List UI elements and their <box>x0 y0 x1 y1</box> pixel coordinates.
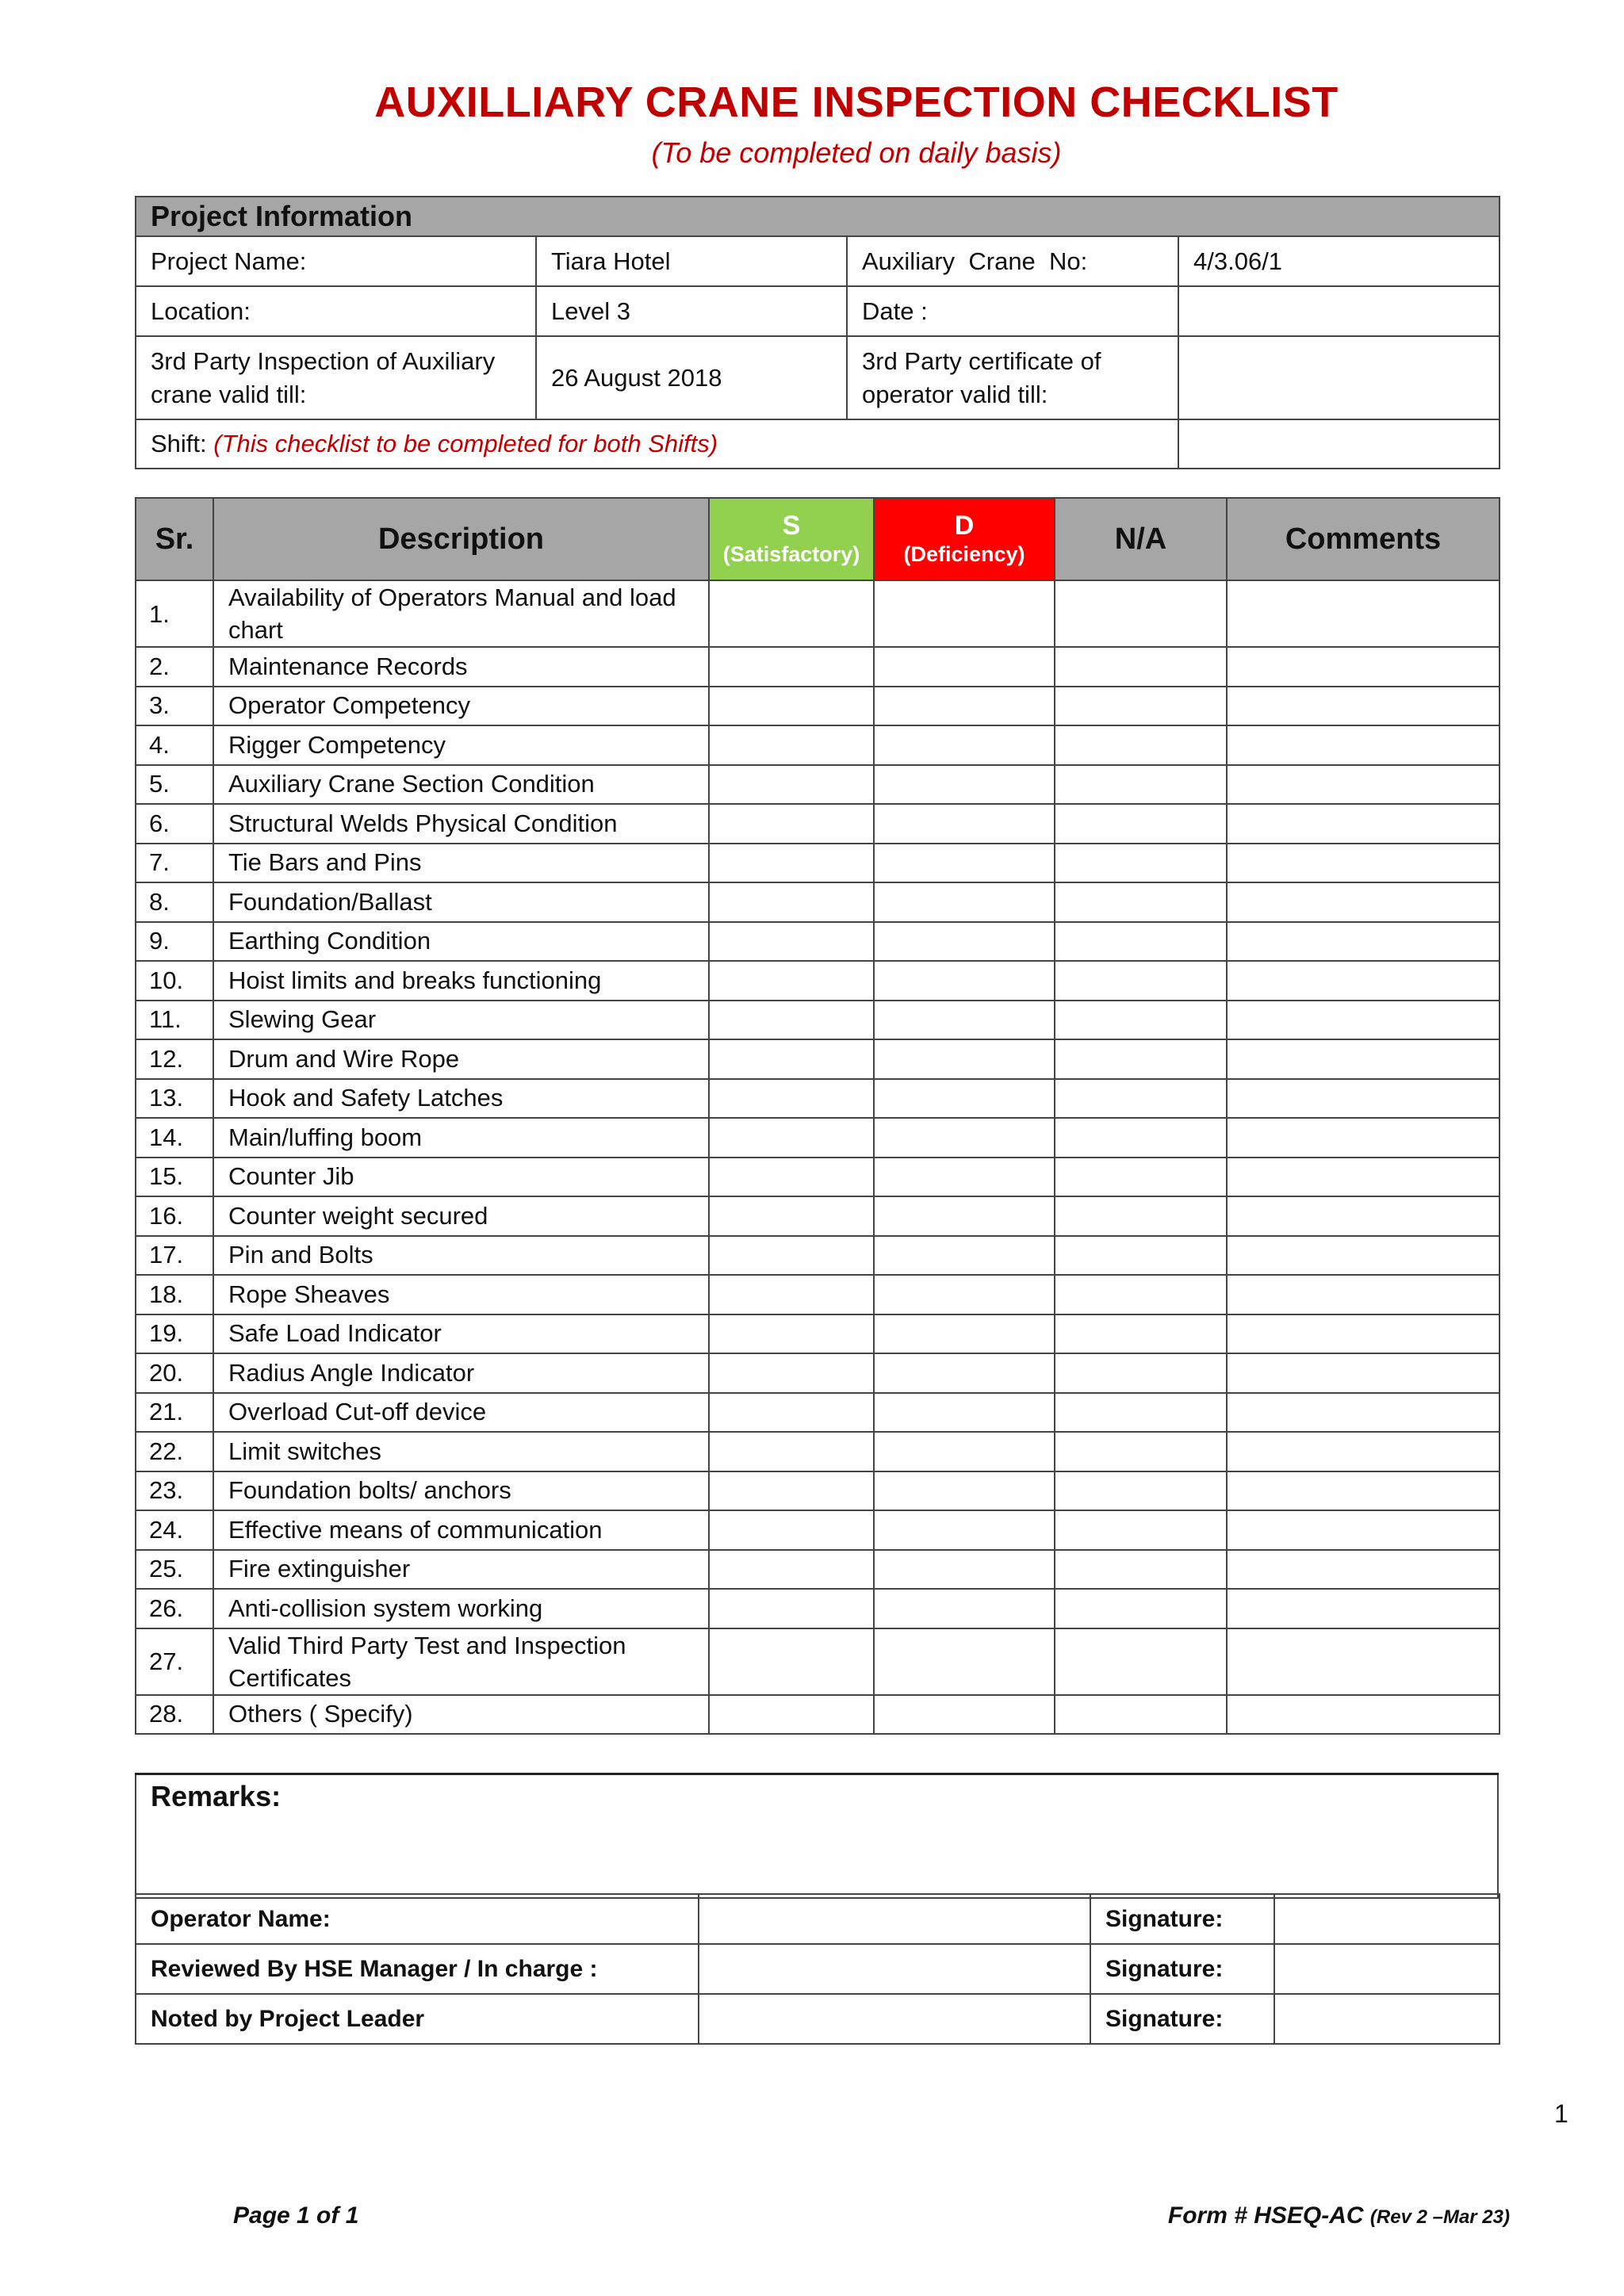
document-title: AUXILLIARY CRANE INSPECTION CHECKLIST <box>374 78 1339 126</box>
row-comments-cell[interactable] <box>1227 882 1500 922</box>
shift-cell <box>136 419 1178 469</box>
row-deficiency-cell[interactable] <box>874 1550 1055 1590</box>
row-na-cell[interactable] <box>1055 580 1227 647</box>
row-sr: 7. <box>136 844 213 883</box>
row-na-cell[interactable] <box>1055 961 1227 1001</box>
row-satisfactory-cell[interactable] <box>709 1118 874 1158</box>
row-comments-cell[interactable] <box>1227 1471 1500 1511</box>
row-description: Foundation bolts/ anchors <box>213 1471 709 1511</box>
row-description: Foundation/Ballast <box>213 882 709 922</box>
row-na-cell[interactable] <box>1055 725 1227 765</box>
row-satisfactory-cell[interactable] <box>709 961 874 1001</box>
row-sr: 11. <box>136 1001 213 1040</box>
row-description: Auxiliary Crane Section Condition <box>213 765 709 805</box>
row-deficiency-cell[interactable] <box>874 1393 1055 1433</box>
row-satisfactory-cell[interactable] <box>709 765 874 805</box>
third-party-crane-label: 3rd Party Inspection of Auxiliary crane valid till: <box>136 336 536 419</box>
col-header-deficiency <box>874 498 1055 580</box>
table-row <box>136 725 1500 765</box>
row-comments-cell[interactable] <box>1227 1196 1500 1236</box>
operator-signature-field[interactable] <box>1274 1894 1500 1944</box>
table-row <box>136 1393 1500 1433</box>
row-deficiency-cell[interactable] <box>874 580 1055 647</box>
noted-by-field[interactable] <box>699 1994 1090 2044</box>
col-header-s: S <box>782 511 801 541</box>
row-description: Anti-collision system working <box>213 1589 709 1628</box>
third-party-crane-value[interactable]: 26 August 2018 <box>536 336 847 419</box>
row-sr: 10. <box>136 961 213 1001</box>
row-na-cell[interactable] <box>1055 1353 1227 1393</box>
row-comments-cell[interactable] <box>1227 1550 1500 1590</box>
row-deficiency-cell[interactable] <box>874 1158 1055 1197</box>
row-satisfactory-cell[interactable] <box>709 1628 874 1695</box>
row-sr: 13. <box>136 1079 213 1119</box>
row-deficiency-cell[interactable] <box>874 1039 1055 1079</box>
table-row <box>136 1039 1500 1079</box>
row-satisfactory-cell[interactable] <box>709 1432 874 1471</box>
table-row <box>136 1314 1500 1354</box>
noted-signature-label: Signature: <box>1090 1994 1274 2044</box>
row-comments-cell[interactable] <box>1227 1314 1500 1354</box>
row-deficiency-cell[interactable] <box>874 1001 1055 1040</box>
row-comments-cell[interactable] <box>1227 1393 1500 1433</box>
row-deficiency-cell[interactable] <box>874 1353 1055 1393</box>
row-comments-cell[interactable] <box>1227 1158 1500 1197</box>
project-name-value[interactable]: Tiara Hotel <box>536 236 847 286</box>
row-na-cell[interactable] <box>1055 1275 1227 1314</box>
row-deficiency-cell[interactable] <box>874 882 1055 922</box>
col-header-satisfactory <box>709 498 874 580</box>
row-deficiency-cell[interactable] <box>874 1118 1055 1158</box>
row-sr: 28. <box>136 1695 213 1735</box>
row-deficiency-cell[interactable] <box>874 961 1055 1001</box>
table-row <box>136 1118 1500 1158</box>
footer-form-text: Form # HSEQ-AC <box>1167 2202 1370 2229</box>
table-row <box>136 1001 1500 1040</box>
location-value[interactable]: Level 3 <box>536 286 847 336</box>
row-na-cell[interactable] <box>1055 922 1227 962</box>
row-satisfactory-cell[interactable] <box>709 804 874 844</box>
row-deficiency-cell[interactable] <box>874 1628 1055 1695</box>
row-na-cell[interactable] <box>1055 1628 1227 1695</box>
row-sr: 8. <box>136 882 213 922</box>
row-na-cell[interactable] <box>1055 1039 1227 1079</box>
inspection-checklist-table <box>135 497 1500 1735</box>
table-row <box>136 765 1500 805</box>
footer-form-number <box>1168 2202 1510 2229</box>
row-na-cell[interactable] <box>1055 1236 1227 1276</box>
row-sr: 23. <box>136 1471 213 1511</box>
row-na-cell[interactable] <box>1055 1079 1227 1119</box>
row-description: Rope Sheaves <box>213 1275 709 1314</box>
col-header-d: D <box>954 511 975 541</box>
row-deficiency-cell[interactable] <box>874 647 1055 687</box>
row-comments-cell[interactable] <box>1227 1001 1500 1040</box>
date-value[interactable] <box>1178 286 1500 336</box>
row-description: Availability of Operators Manual and load chart <box>213 580 709 647</box>
row-na-cell[interactable] <box>1055 844 1227 883</box>
table-row <box>136 1079 1500 1119</box>
location-label: Location: <box>136 286 536 336</box>
reviewed-by-label: Reviewed By HSE Manager / In charge : <box>136 1944 699 1994</box>
third-party-operator-value[interactable] <box>1178 336 1500 419</box>
row-deficiency-cell[interactable] <box>874 1471 1055 1511</box>
table-row <box>136 1471 1500 1511</box>
row-comments-cell[interactable] <box>1227 687 1500 726</box>
table-row <box>136 1236 1500 1276</box>
row-comments-cell[interactable] <box>1227 1236 1500 1276</box>
row-na-cell[interactable] <box>1055 1118 1227 1158</box>
operator-name-field[interactable] <box>699 1894 1090 1944</box>
row-sr: 3. <box>136 687 213 726</box>
row-comments-cell[interactable] <box>1227 580 1500 647</box>
row-sr: 21. <box>136 1393 213 1433</box>
row-na-cell[interactable] <box>1055 1510 1227 1550</box>
row-na-cell[interactable] <box>1055 882 1227 922</box>
row-na-cell[interactable] <box>1055 1589 1227 1628</box>
row-na-cell[interactable] <box>1055 1550 1227 1590</box>
reviewed-by-field[interactable] <box>699 1944 1090 1994</box>
noted-signature-field[interactable] <box>1274 1994 1500 2044</box>
reviewed-signature-label: Signature: <box>1090 1944 1274 1994</box>
row-deficiency-cell[interactable] <box>874 1236 1055 1276</box>
row-comments-cell[interactable] <box>1227 1628 1500 1695</box>
row-deficiency-cell[interactable] <box>874 1275 1055 1314</box>
row-comments-cell[interactable] <box>1227 765 1500 805</box>
row-comments-cell[interactable] <box>1227 1079 1500 1119</box>
row-sr: 14. <box>136 1118 213 1158</box>
row-satisfactory-cell[interactable] <box>709 725 874 765</box>
row-sr: 22. <box>136 1432 213 1471</box>
row-satisfactory-cell[interactable] <box>709 922 874 962</box>
row-sr: 25. <box>136 1550 213 1590</box>
row-comments-cell[interactable] <box>1227 1353 1500 1393</box>
row-deficiency-cell[interactable] <box>874 765 1055 805</box>
row-description: Others ( Specify) <box>213 1695 709 1735</box>
row-satisfactory-cell[interactable] <box>709 1695 874 1735</box>
col-header-na: N/A <box>1055 498 1227 580</box>
col-header-d-sub: (Deficiency) <box>903 542 1025 566</box>
row-description: Structural Welds Physical Condition <box>213 804 709 844</box>
row-description: Slewing Gear <box>213 1001 709 1040</box>
row-description: Fire extinguisher <box>213 1550 709 1590</box>
row-satisfactory-cell[interactable] <box>709 1471 874 1511</box>
operator-signature-label: Signature: <box>1090 1894 1274 1944</box>
row-description: Earthing Condition <box>213 922 709 962</box>
row-comments-cell[interactable] <box>1227 961 1500 1001</box>
row-na-cell[interactable] <box>1055 1001 1227 1040</box>
row-sr: 12. <box>136 1039 213 1079</box>
row-satisfactory-cell[interactable] <box>709 1510 874 1550</box>
row-na-cell[interactable] <box>1055 1393 1227 1433</box>
table-row <box>136 687 1500 726</box>
reviewed-signature-field[interactable] <box>1274 1944 1500 1994</box>
row-sr: 24. <box>136 1510 213 1550</box>
row-satisfactory-cell[interactable] <box>709 1158 874 1197</box>
row-comments-cell[interactable] <box>1227 844 1500 883</box>
row-comments-cell[interactable] <box>1227 922 1500 962</box>
row-sr: 18. <box>136 1275 213 1314</box>
row-satisfactory-cell[interactable] <box>709 1001 874 1040</box>
row-comments-cell[interactable] <box>1227 804 1500 844</box>
row-description: Limit switches <box>213 1432 709 1471</box>
row-comments-cell[interactable] <box>1227 1510 1500 1550</box>
row-na-cell[interactable] <box>1055 1196 1227 1236</box>
table-row <box>136 1550 1500 1590</box>
table-row <box>136 1589 1500 1628</box>
row-sr: 16. <box>136 1196 213 1236</box>
table-row <box>136 1353 1500 1393</box>
row-description: Counter weight secured <box>213 1196 709 1236</box>
row-na-cell[interactable] <box>1055 1432 1227 1471</box>
table-row <box>136 1275 1500 1314</box>
row-description: Hook and Safety Latches <box>213 1079 709 1119</box>
project-name-label: Project Name: <box>136 236 536 286</box>
row-sr: 6. <box>136 804 213 844</box>
row-description: Pin and Bolts <box>213 1236 709 1276</box>
table-row <box>136 1695 1500 1735</box>
row-sr: 20. <box>136 1353 213 1393</box>
row-description: Valid Third Party Test and Inspection Certificates <box>213 1628 709 1695</box>
row-satisfactory-cell[interactable] <box>709 687 874 726</box>
operator-name-label: Operator Name: <box>136 1894 699 1944</box>
row-satisfactory-cell[interactable] <box>709 1550 874 1590</box>
third-party-operator-label: 3rd Party certificate of operator valid till: <box>847 336 1178 419</box>
row-description: Counter Jib <box>213 1158 709 1197</box>
row-sr: 1. <box>136 580 213 647</box>
row-sr: 19. <box>136 1314 213 1354</box>
row-satisfactory-cell[interactable] <box>709 1275 874 1314</box>
row-deficiency-cell[interactable] <box>874 725 1055 765</box>
row-description: Tie Bars and Pins <box>213 844 709 883</box>
row-description: Hoist limits and breaks functioning <box>213 961 709 1001</box>
row-satisfactory-cell[interactable] <box>709 844 874 883</box>
row-na-cell[interactable] <box>1055 1471 1227 1511</box>
table-row <box>136 1196 1500 1236</box>
row-satisfactory-cell[interactable] <box>709 647 874 687</box>
row-satisfactory-cell[interactable] <box>709 1393 874 1433</box>
row-deficiency-cell[interactable] <box>874 804 1055 844</box>
footer-page-text: Page 1 of 1 <box>233 2202 359 2229</box>
row-description: Main/luffing boom <box>213 1118 709 1158</box>
col-header-comments: Comments <box>1227 498 1500 580</box>
row-satisfactory-cell[interactable] <box>709 1236 874 1276</box>
row-na-cell[interactable] <box>1055 804 1227 844</box>
row-deficiency-cell[interactable] <box>874 1079 1055 1119</box>
shift-value[interactable] <box>1178 419 1500 469</box>
col-header-description: Description <box>213 498 709 580</box>
remarks-table <box>135 1773 1499 1899</box>
row-comments-cell[interactable] <box>1227 647 1500 687</box>
row-deficiency-cell[interactable] <box>874 844 1055 883</box>
table-row <box>136 882 1500 922</box>
project-info-table <box>135 196 1500 469</box>
row-sr: 27. <box>136 1628 213 1695</box>
row-satisfactory-cell[interactable] <box>709 1353 874 1393</box>
row-deficiency-cell[interactable] <box>874 1695 1055 1735</box>
table-row <box>136 804 1500 844</box>
row-na-cell[interactable] <box>1055 647 1227 687</box>
crane-no-value[interactable]: 4/3.06/1 <box>1178 236 1500 286</box>
row-na-cell[interactable] <box>1055 1695 1227 1735</box>
row-description: Operator Competency <box>213 687 709 726</box>
row-description: Effective means of communication <box>213 1510 709 1550</box>
row-description: Maintenance Records <box>213 647 709 687</box>
row-satisfactory-cell[interactable] <box>709 580 874 647</box>
row-satisfactory-cell[interactable] <box>709 882 874 922</box>
row-sr: 15. <box>136 1158 213 1197</box>
date-label: Date : <box>847 286 1178 336</box>
row-sr: 26. <box>136 1589 213 1628</box>
remarks-box[interactable]: Remarks: <box>136 1774 1498 1899</box>
row-na-cell[interactable] <box>1055 1314 1227 1354</box>
row-description: Overload Cut-off device <box>213 1393 709 1433</box>
row-comments-cell[interactable] <box>1227 725 1500 765</box>
table-row <box>136 922 1500 962</box>
table-row <box>136 844 1500 883</box>
row-na-cell[interactable] <box>1055 765 1227 805</box>
row-description: Safe Load Indicator <box>213 1314 709 1354</box>
row-sr: 4. <box>136 725 213 765</box>
table-row <box>136 1158 1500 1197</box>
row-sr: 9. <box>136 922 213 962</box>
row-comments-cell[interactable] <box>1227 1118 1500 1158</box>
page-number: 1 <box>1554 2099 1568 2128</box>
row-deficiency-cell[interactable] <box>874 687 1055 726</box>
shift-note: (This checklist to be completed for both Shifts) <box>206 430 718 457</box>
row-na-cell[interactable] <box>1055 1158 1227 1197</box>
signoff-table <box>135 1893 1500 2045</box>
row-comments-cell[interactable] <box>1227 1695 1500 1735</box>
row-satisfactory-cell[interactable] <box>709 1196 874 1236</box>
row-deficiency-cell[interactable] <box>874 1589 1055 1628</box>
table-row <box>136 1628 1500 1695</box>
row-description: Rigger Competency <box>213 725 709 765</box>
row-deficiency-cell[interactable] <box>874 1314 1055 1354</box>
row-comments-cell[interactable] <box>1227 1432 1500 1471</box>
table-row <box>136 1432 1500 1471</box>
document-subtitle: (To be completed on daily basis) <box>651 136 1062 169</box>
table-row <box>136 961 1500 1001</box>
table-row <box>136 580 1500 647</box>
row-description: Drum and Wire Rope <box>213 1039 709 1079</box>
row-deficiency-cell[interactable] <box>874 922 1055 962</box>
row-comments-cell[interactable] <box>1227 1275 1500 1314</box>
table-row <box>136 1510 1500 1550</box>
row-na-cell[interactable] <box>1055 687 1227 726</box>
row-description: Radius Angle Indicator <box>213 1353 709 1393</box>
row-comments-cell[interactable] <box>1227 1039 1500 1079</box>
row-satisfactory-cell[interactable] <box>709 1589 874 1628</box>
noted-by-label: Noted by Project Leader <box>136 1994 699 2044</box>
row-deficiency-cell[interactable] <box>874 1196 1055 1236</box>
row-sr: 2. <box>136 647 213 687</box>
row-satisfactory-cell[interactable] <box>709 1314 874 1354</box>
col-header-s-sub: (Satisfactory) <box>722 542 860 566</box>
row-deficiency-cell[interactable] <box>874 1510 1055 1550</box>
row-satisfactory-cell[interactable] <box>709 1079 874 1119</box>
footer-form-rev: (Rev 2 –Mar 23) <box>1369 2206 1510 2228</box>
table-row <box>136 647 1500 687</box>
col-header-sr: Sr. <box>136 498 213 580</box>
row-deficiency-cell[interactable] <box>874 1432 1055 1471</box>
shift-label: Shift: <box>151 430 207 457</box>
row-sr: 17. <box>136 1236 213 1276</box>
row-satisfactory-cell[interactable] <box>709 1039 874 1079</box>
project-info-heading: Project Information <box>136 197 1500 236</box>
row-comments-cell[interactable] <box>1227 1589 1500 1628</box>
row-sr: 5. <box>136 765 213 805</box>
crane-no-label: Auxiliary Crane No: <box>847 236 1178 286</box>
